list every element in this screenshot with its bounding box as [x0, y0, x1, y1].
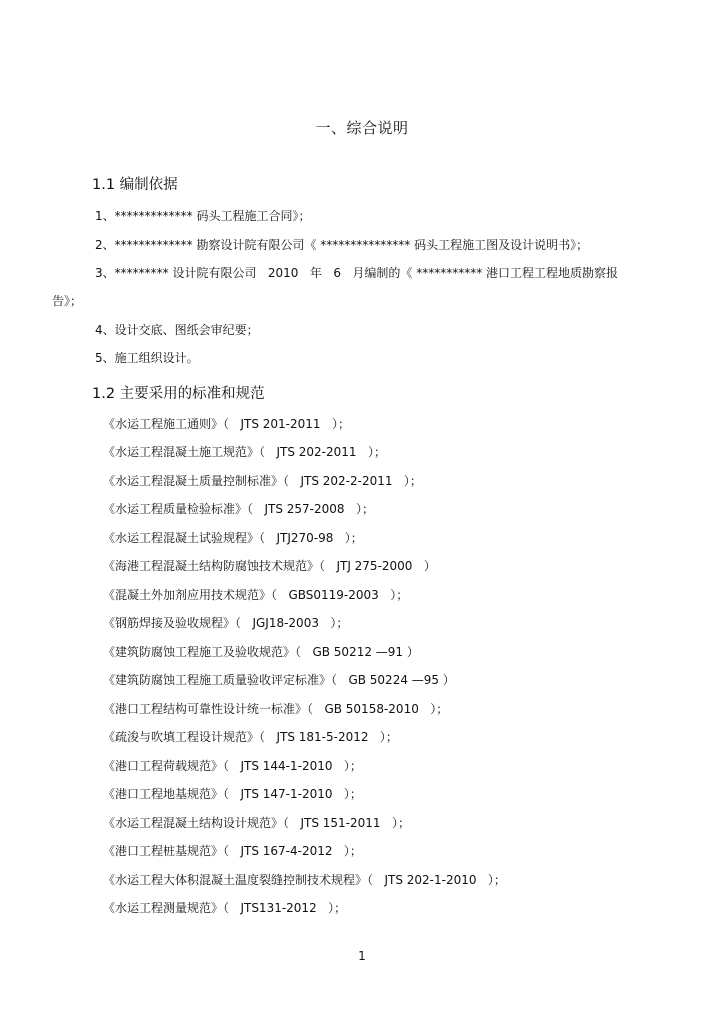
- basis-item-3-continued: 告》；: [52, 294, 83, 308]
- standard-item: 《港口工程荷载规范》（ JTS 144-1-2010 ）；: [103, 759, 362, 773]
- standard-item: 《水运工程混凝土结构设计规范》（ JTS 151-2011 ）；: [103, 816, 410, 830]
- standard-item: 《水运工程测量规范》（ JTS131-2012 ）；: [103, 901, 347, 915]
- standard-item: 《建筑防腐蚀工程施工质量验收评定标准》（ GB 50224 —95 ）: [103, 673, 455, 687]
- basis-item-1: 1、************* 码头工程施工合同》；: [95, 209, 311, 223]
- standard-item: 《港口工程桩基规范》（ JTS 167-4-2012 ）；: [103, 844, 362, 858]
- section-heading-1-2: 1.2 主要采用的标准和规范: [92, 386, 265, 402]
- standard-item: 《水运工程混凝土试验规程》（ JTJ270-98 ）；: [103, 531, 363, 545]
- standard-item: 《钢筋焊接及验收规程》（ JGJ18-2003 ）；: [103, 616, 349, 630]
- standard-item: 《港口工程结构可靠性设计统一标准》（ GB 50158-2010 ）；: [103, 702, 449, 716]
- page-title: 一、综合说明: [315, 119, 409, 137]
- section-heading-1-1: 1.1 编制依据: [92, 177, 178, 193]
- standard-item: 《水运工程混凝土质量控制标准》（ JTS 202-2-2011 ）；: [103, 474, 422, 488]
- standard-item: 《水运工程混凝土施工规范》（ JTS 202-2011 ）；: [103, 445, 386, 459]
- basis-item-2: 2、************* 勘察设计院有限公司《 *************** 码头工程施工图及设计说明书》；: [95, 238, 589, 252]
- basis-item-3: 3、********* 设计院有限公司 2010 年 6 月编制的《 *********** 港口工程工程地质勘察报: [95, 266, 619, 280]
- standard-item: 《海港工程混凝土结构防腐蚀技术规范》（ JTJ 275-2000 ）: [103, 559, 436, 573]
- standard-item: 《疏浚与吹填工程设计规范》（ JTS 181-5-2012 ）；: [103, 730, 398, 744]
- standard-item: 《混凝土外加剂应用技术规范》（ GBS0119-2003 ）；: [103, 588, 409, 602]
- page-number: 1: [358, 949, 366, 963]
- standard-item: 《港口工程地基规范》（ JTS 147-1-2010 ）；: [103, 787, 362, 801]
- basis-item-5: 5、施工组织设计。: [95, 351, 199, 365]
- standard-item: 《水运工程施工通则》（ JTS 201-2011 ）；: [103, 417, 350, 431]
- standard-item: 《建筑防腐蚀工程施工及验收规范》（ GB 50212 —91 ）: [103, 645, 419, 659]
- basis-item-4: 4、设计交底、图纸会审纪要；: [95, 323, 259, 337]
- standard-item: 《水运工程大体积混凝土温度裂缝控制技术规程》（ JTS 202-1-2010 ）；: [103, 873, 506, 887]
- standard-item: 《水运工程质量检验标准》（ JTS 257-2008 ）；: [103, 502, 374, 516]
